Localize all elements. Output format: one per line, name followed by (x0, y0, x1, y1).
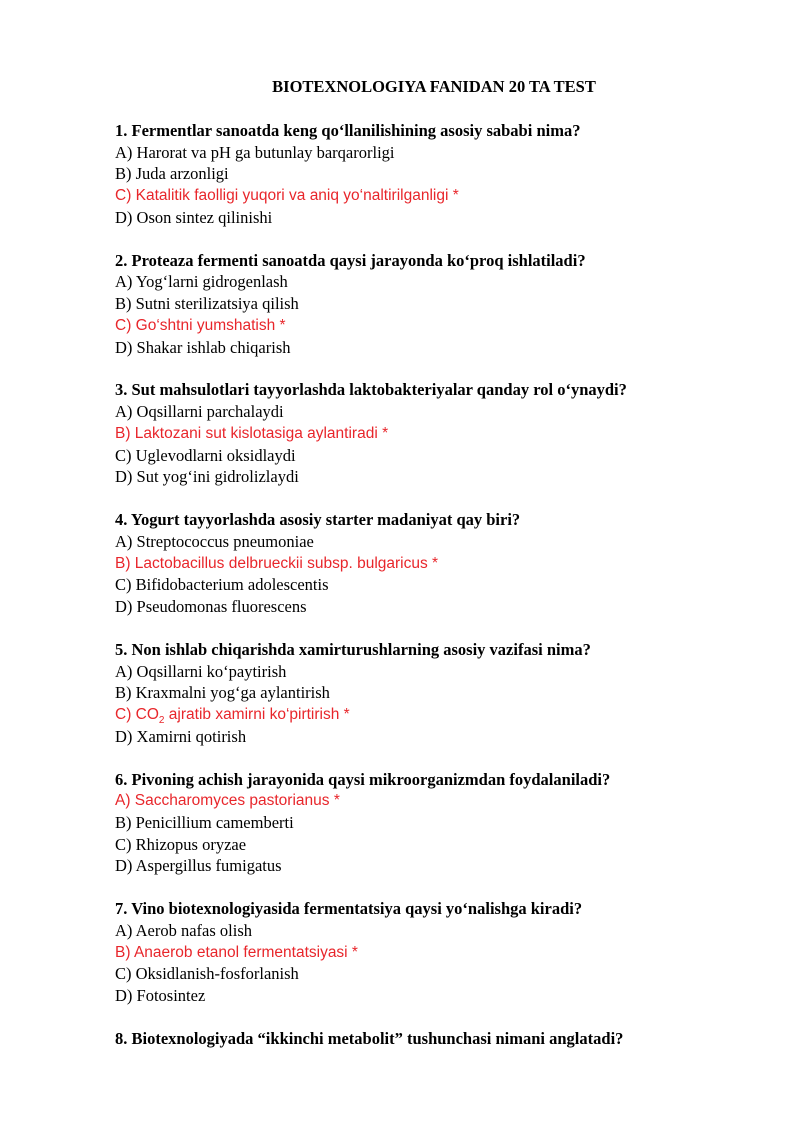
answer-option-correct: B) Anaerob etanol fermentatsiyasi * (115, 943, 358, 961)
question-text: 2. Proteaza fermenti sanoatda qaysi jarayonda ko‘proq ishlatiladi? (115, 250, 586, 270)
answer-option: D) Aspergillus fumigatus (115, 856, 282, 876)
answer-option: C) Bifidobacterium adolescentis (115, 575, 329, 595)
test-document (115, 76, 735, 1071)
answer-option: A) Yog‘larni gidrogenlash (115, 272, 288, 292)
document-title: BIOTEXNOLOGIYA FANIDAN 20 TA TEST (272, 77, 596, 96)
subscript: 2 (158, 715, 165, 727)
question-text: 3. Sut mahsulotlari tayyorlashda laktobakteriyalar qanday rol o‘ynaydi? (115, 380, 627, 400)
question-text: 1. Fermentlar sanoatda keng qo‘llanilishining asosiy sababi nima? (115, 121, 581, 140)
question-text: 5. Non ishlab chiqarishda xamirturushlarning asosiy vazifasi nima? (115, 639, 591, 659)
answer-option: B) Penicillium camemberti (115, 812, 294, 832)
answer-option-correct: C) Go‘shtni yumshatish * (115, 316, 286, 334)
answer-option-correct: B) Lactobacillus delbrueckii subsp. bulgaricus * (115, 554, 439, 572)
answer-option: B) Kraxmalni yog‘ga aylantirish (115, 683, 330, 703)
answer-option: C) Rhizopus oryzae (115, 834, 247, 854)
answer-option-correct: A) Saccharomyces pastorianus * (115, 792, 340, 810)
question-6 (115, 769, 735, 878)
question-text: 6. Pivoning achish jarayonida qaysi mikroorganizmdan foydalaniladi? (115, 769, 611, 789)
question-text: 7. Vino biotexnologiyasida fermentatsiya qaysi yo‘nalishga kiradi? (115, 899, 583, 919)
question-1 (115, 120, 735, 229)
answer-option-correct: B) Laktozani sut kislotasiga aylantiradi * (115, 424, 389, 442)
answer-option: D) Oson sintez qilinishi (115, 207, 273, 227)
answer-option: D) Xamirni qotirish (115, 726, 247, 746)
question-2 (115, 250, 735, 359)
answer-option: D) Shakar ishlab chiqarish (115, 337, 291, 357)
answer-option: D) Sut yog‘ini gidrolizlaydi (115, 467, 299, 487)
question-8 (115, 1028, 735, 1050)
question-4 (115, 509, 735, 618)
question-5 (115, 639, 735, 748)
question-text: 8. Biotexnologiyada “ikkinchi metabolit” tushunchasi nimani anglatadi? (115, 1028, 624, 1048)
answer-option-correct: C) Katalitik faolligi yuqori va aniq yo‘naltirilganligi * (115, 187, 459, 205)
answer-option: A) Harorat va pH ga butunlay barqarorligi (115, 142, 395, 162)
answer-option: A) Oqsillarni parchalaydi (115, 402, 284, 422)
answer-option: C) Uglevodlarni oksidlaydi (115, 445, 296, 465)
question-7 (115, 898, 735, 1007)
answer-option: D) Fotosintez (115, 986, 206, 1006)
answer-option: C) Oksidlanish-fosforlanish (115, 964, 299, 984)
answer-option: A) Oqsillarni ko‘paytirish (115, 661, 287, 681)
answer-option: A) Streptococcus pneumoniae (115, 531, 314, 551)
question-text: 4. Yogurt tayyorlashda asosiy starter madaniyat qay biri? (115, 510, 521, 530)
answer-option: A) Aerob nafas olish (115, 920, 253, 940)
question-3 (115, 379, 735, 488)
answer-option: D) Pseudomonas fluorescens (115, 596, 307, 616)
answer-option-correct: C) $CO_2$ ajratib xamirni ko‘pirtirish * (115, 705, 350, 727)
answer-option: B) Sutni sterilizatsiya qilish (115, 294, 299, 314)
answer-option: B) Juda arzonligi (115, 164, 229, 184)
